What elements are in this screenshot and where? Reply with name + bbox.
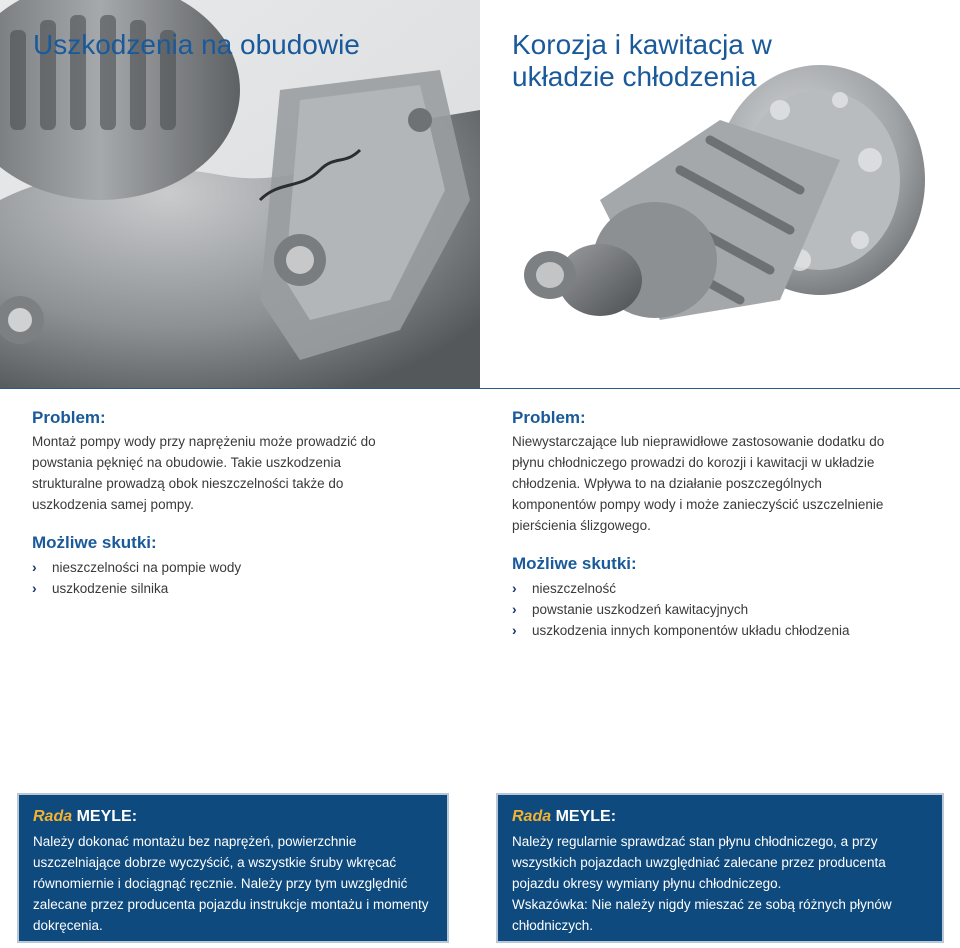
list-item: › uszkodzenia innych komponentów układu chłodzenia [512,620,952,641]
tip-text: Należy dokonać montażu bez naprężeń, powierzchnie uszczelniające dobrze wyczyścić, a wszystkie śruby wkręcać równomiernie i dociągnąć ręcznie. Należy przy tym uwzględnić zalecane przez producenta pojazdu instrukcje montażu i momenty dokręcenia. [33,834,429,933]
problem-heading: Problem: [512,408,586,427]
chevron-right-icon: › [512,580,517,596]
effects-heading: Możliwe skutki: [32,533,157,552]
effects-list [512,578,952,641]
chevron-right-icon: › [32,580,37,596]
tip-box-left [17,793,449,943]
tip-text: Należy regularnie sprawdzać stan płynu chłodniczego, a przy wszystkich pojazdach uwzględniać zalecane przez producenta pojazdu okresy wymiany płynu chłodniczego. [512,834,886,891]
list-item: › nieszczelności na pompie wody [32,557,472,578]
list-item: › powstanie uszkodzeń kawitacyjnych [512,599,952,620]
effects-list [32,557,472,599]
list-item: › uszkodzenie silnika [32,578,472,599]
photo-divider [0,388,480,389]
chevron-right-icon: › [512,622,517,638]
tip-heading: Rada MEYLE: [512,808,617,825]
tip-box-right [496,793,944,943]
tip-heading: Rada MEYLE: [33,808,138,825]
photo-divider [480,388,960,389]
page-title-left: Uszkodzenia na obudowie [33,29,360,60]
chevron-right-icon: › [32,559,37,575]
right-text-section [512,408,952,641]
problem-text: Montaż pompy wody przy naprężeniu może prowadzić do powstania pęknięć na obudowie. Takie uszkodzenia strukturalne prowadzą obok nieszczelności także do uszkodzenia samej pompy. [32,434,376,512]
chevron-right-icon: › [512,601,517,617]
tip-hint: Wskazówka: Nie należy nigdy mieszać ze sobą różnych płynów chłodniczych. [512,897,892,933]
list-item: › nieszczelność [512,578,952,599]
left-text-section [32,408,472,599]
effects-heading: Możliwe skutki: [512,554,637,573]
problem-heading: Problem: [32,408,106,427]
page-title-right: Korozja i kawitacja w układzie chłodzenia [512,29,772,92]
problem-text: Niewystarczające lub nieprawidłowe zastosowanie dodatku do płynu chłodniczego prowadzi do korozji i kawitacji w układzie chłodzenia. Wpływa to na działanie poszczególnych komponentów pompy wody i może zanieczyścić uszczelnienie pierścienia ślizgowego. [512,434,885,533]
